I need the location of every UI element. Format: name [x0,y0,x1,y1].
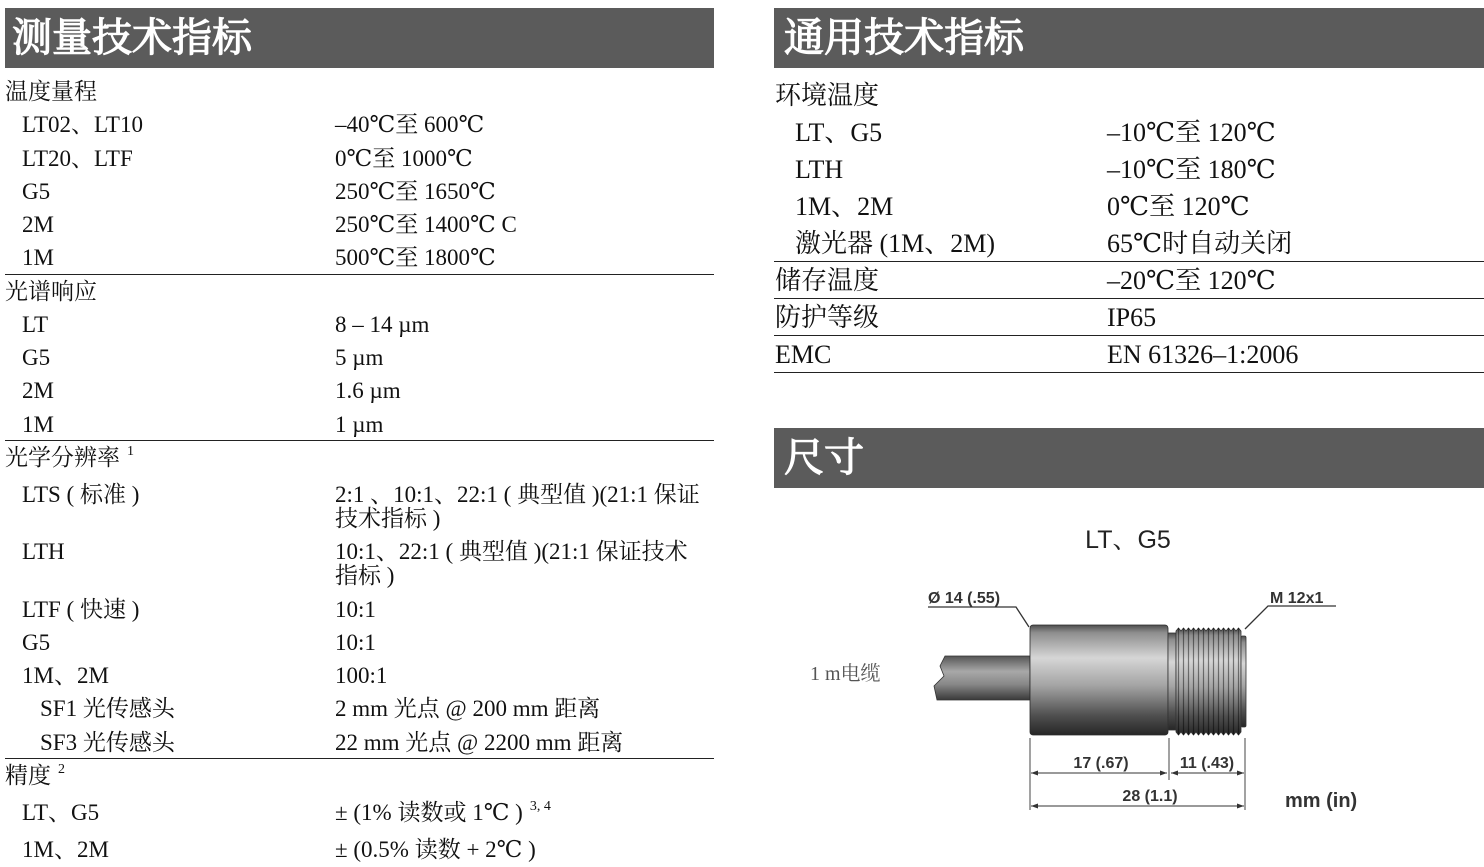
model-label: LT [5,313,335,337]
storage-temperature-row [774,262,1484,299]
spec-value: 10:1 [335,631,714,655]
accuracy-row [5,834,714,867]
thread-leader-line [1245,606,1336,629]
spec-value: 2 mm 光点 @ 200 mm 距离 [335,697,714,721]
model-label: 2M [5,379,335,403]
ambient-temperature-row [774,225,1484,262]
optical-resolution-row [5,479,714,536]
model-label: LT20、LTF [5,147,335,171]
model-label: 2M [5,213,335,237]
footnote-marker: 2 [58,762,65,777]
optical-resolution-row [5,536,714,593]
optical-resolution-row [5,593,714,626]
spec-value: 250℃至 1650℃ [335,180,714,204]
spec-value: –10℃至 180℃ [1107,156,1484,184]
temperature-range-row [5,109,714,142]
units-label: mm (in) [1285,790,1357,812]
model-label: G5 [5,346,335,370]
spectral-response-row [5,375,714,408]
sensor-dimension-drawing [774,490,1484,857]
measurement-specs-title: 测量技术指标 [5,8,714,68]
emc-label: EMC [774,341,1107,369]
spec-value: EN 61326–1:2006 [1107,341,1484,369]
emc-row [774,336,1484,373]
spec-value: –20℃至 120℃ [1107,267,1484,295]
spec-value: –10℃至 120℃ [1107,119,1484,147]
diameter-label: Ø 14 (.55) [928,590,1000,607]
protection-rating-label: 防护等级 [774,304,1107,332]
footnote-marker: 3, 4 [530,799,551,814]
accuracy-label-text: 精度 [5,763,51,788]
model-label: 1M、2M [774,193,1107,221]
spectral-response-row [5,308,714,341]
spectral-response-heading-row [5,275,714,308]
spectral-response-label: 光谱响应 [5,280,714,304]
accuracy-row [5,797,714,834]
spec-value: 0℃至 120℃ [1107,193,1484,221]
thread-neck-shape [1168,633,1176,730]
accuracy-label [5,764,714,792]
optical-resolution-row [5,660,714,693]
ambient-temperature-row [774,114,1484,151]
spec-value: 500℃至 1800℃ [335,246,714,270]
spec-value: ± (0.5% 读数 + 2℃ ) [335,838,714,862]
ambient-temperature-row [774,151,1484,188]
general-specs [774,8,1484,373]
spec-value: 5 µm [335,346,714,370]
footnote-marker: 1 [127,444,134,459]
dimensions-section [774,428,1484,488]
protection-rating-row [774,299,1484,336]
model-label: LTF ( 快速 ) [5,598,335,622]
model-label: 1M、2M [5,664,335,688]
model-label: 1M [5,246,335,270]
spec-value: 2:1 、10:1、22:1 ( 典型值 )(21:1 保证技术指标 ) [335,483,714,531]
cable-shape [934,656,1030,700]
spectral-response-row [5,342,714,375]
model-label: LT02、LT10 [5,113,335,137]
model-label: 1M [5,413,335,437]
temperature-range-row [5,242,714,275]
thread-length-label: 11 (.43) [1180,755,1234,772]
spec-value: 100:1 [335,664,714,688]
measurement-spec-table [5,76,714,867]
thread-end-chamfer [1241,636,1246,727]
optical-resolution-label-text: 光学分辨率 [5,445,120,470]
spec-value-text: ± (1% 读数或 1℃ ) [335,800,523,825]
spec-value: 8 – 14 µm [335,313,714,337]
model-label: LT、G5 [774,119,1107,147]
spec-value: 1.6 µm [335,379,714,403]
optical-resolution-row [5,693,714,726]
temperature-range-row [5,175,714,208]
general-specs-title: 通用技术指标 [774,8,1484,68]
optical-resolution-heading-row [5,441,714,478]
spec-value: 250℃至 1400℃ C [335,213,714,237]
temperature-range-heading-row [5,76,714,109]
temperature-range-label: 温度量程 [5,80,714,104]
diameter-leader-line [928,607,1029,627]
sensor-body-shape [1030,625,1168,735]
ambient-temperature-label: 环境温度 [774,82,1484,110]
thread-label: M 12x1 [1270,590,1323,607]
model-label: SF1 光传感头 [5,697,335,721]
model-label: LTH [5,540,335,564]
model-label: SF3 光传感头 [5,731,335,755]
spectral-response-row [5,408,714,441]
body-length-label: 17 (.67) [1073,755,1128,772]
total-length-label: 28 (1.1) [1122,788,1177,805]
temperature-range-row [5,142,714,175]
spec-value: 10:1、22:1 ( 典型值 )(21:1 保证技术指标 ) [335,540,714,588]
spec-value [335,801,714,829]
optical-resolution-row [5,626,714,659]
spec-value: 65℃时自动关闭 [1107,230,1484,258]
dimensions-title: 尺寸 [774,428,1484,488]
model-label: LTH [774,156,1107,184]
optical-resolution-label [5,446,714,474]
model-caption: LT、G5 [1085,526,1171,554]
spec-value: 22 mm 光点 @ 2200 mm 距离 [335,731,714,755]
cable-label: 1 m电缆 [810,662,881,685]
ambient-temperature-row [774,188,1484,225]
model-label: G5 [5,180,335,204]
model-label: 1M、2M [5,838,335,862]
measurement-specs [5,8,714,867]
model-label: LTS ( 标准 ) [5,483,335,507]
temperature-range-row [5,209,714,242]
model-label: LT、G5 [5,801,335,825]
general-spec-table [774,77,1484,373]
optical-resolution-row [5,726,714,759]
spec-value: 10:1 [335,598,714,622]
model-label: G5 [5,631,335,655]
spec-value: 0℃至 1000℃ [335,147,714,171]
accuracy-heading-row [5,759,714,796]
model-label: 激光器 (1M、2M) [774,230,1107,258]
spec-value: IP65 [1107,304,1484,332]
spec-value: –40℃至 600℃ [335,113,714,137]
spec-value: 1 µm [335,413,714,437]
storage-temperature-label: 储存温度 [774,267,1107,295]
ambient-temperature-heading-row [774,77,1484,114]
